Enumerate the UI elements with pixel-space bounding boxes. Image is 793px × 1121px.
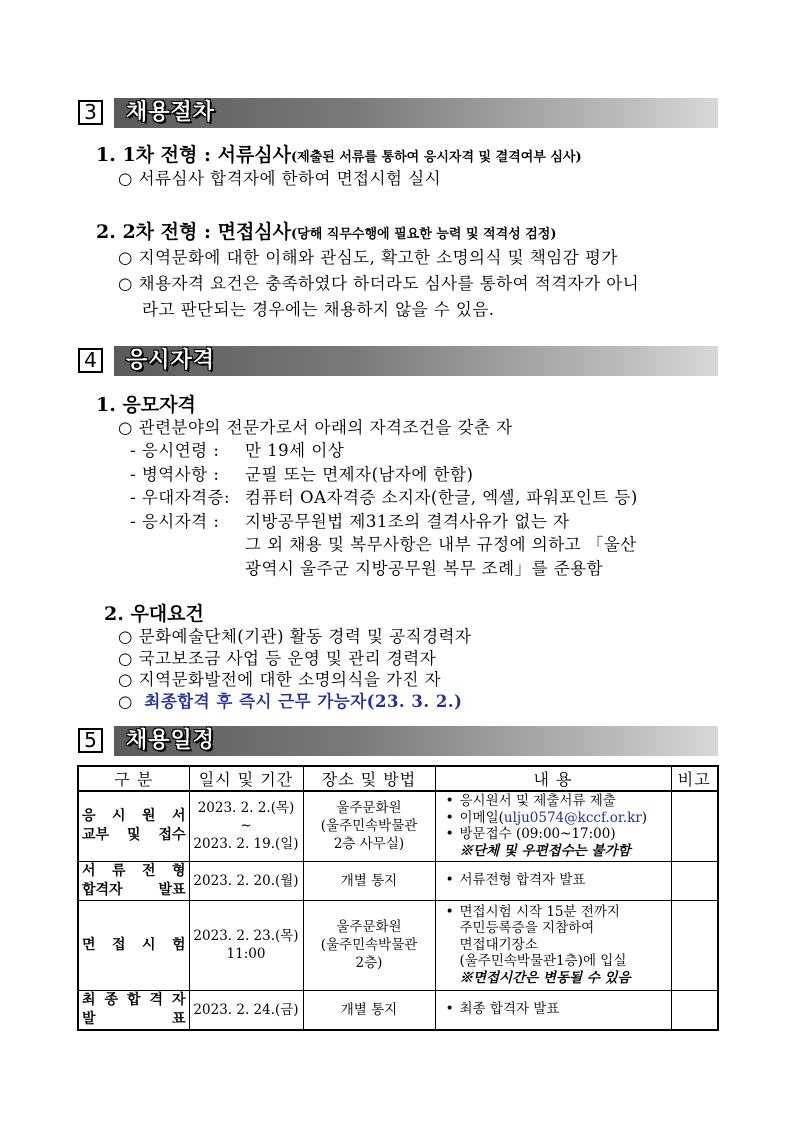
col-header: 구 분: [78, 766, 189, 791]
email-link[interactable]: ulju0574@kccf.or.kr: [503, 809, 642, 826]
qual-extra: 광역시 울주군 지방공무원 복무 조례」를 준용함: [245, 559, 604, 578]
qualification-heading: 1. 응모자격: [96, 394, 196, 416]
round2-item: ○ 채용자격 요건은 충족하였다 하더라도 심사를 통하여 적격자가 아니: [118, 274, 640, 293]
qual-label: - 응시연령 :: [130, 441, 220, 460]
section-title: 응시자격: [126, 348, 216, 373]
row-label: 최 종 합 격 자 발 표: [78, 990, 189, 1030]
row-remark: [671, 990, 718, 1030]
round2-heading: 2. 2차 전형 : 면접심사(당해 직무수행에 필요한 능력 및 적격성 검정): [96, 221, 557, 243]
table-header-row: [78, 766, 718, 791]
row-content: • 서류전형 합격자 발표: [435, 861, 671, 900]
row-note: ※면접시간은 변동될 수 있음: [459, 969, 631, 986]
preference-item: ○ 국고보조금 사업 등 운영 및 관리 경력자: [118, 649, 437, 668]
preference-item: ○ 문화예술단체(기관) 활동 경력 및 공직경력자: [118, 627, 472, 646]
qual-value: 지방공무원법 제31조의 결격사유가 없는 자: [245, 512, 570, 531]
table-row: [78, 900, 718, 990]
section-5-header: [78, 726, 718, 756]
preference-heading: 2. 우대요건: [104, 603, 204, 625]
row-place: 울주문화원 (울주민속박물관 2층): [303, 900, 435, 990]
row-label: 서 류 전 형 합격자 발표: [78, 861, 189, 900]
preference-item: ○ 지역문화발전에 대한 소명의식을 가진 자: [118, 670, 442, 689]
row-label: 면 접 시 험: [78, 900, 189, 990]
row-remark: [671, 861, 718, 900]
col-header: 장소 및 방법: [303, 766, 435, 791]
row-label: 응 시 원 서 교부 및 접수: [78, 791, 189, 861]
row-content: • 최종 합격자 발표: [435, 990, 671, 1030]
row-note: ※단체 및 우편접수는 불가함: [459, 842, 631, 859]
row-date: 2023. 2. 2.(목) ~ 2023. 2. 19.(일): [189, 791, 303, 861]
qual-extra: 그 외 채용 및 복무사항은 내부 규정에 의하고 「울산: [245, 535, 637, 554]
col-header: 비고: [671, 766, 718, 791]
col-header: 일시 및 기간: [189, 766, 303, 791]
qualification-intro: ○ 관련분야의 전문가로서 아래의 자격조건을 갖춘 자: [118, 418, 513, 437]
row-place: 울주문화원 (울주민속박물관 2층 사무실): [303, 791, 435, 861]
round1-heading: 1. 1차 전형 : 서류심사(제출된 서류를 통하여 응시자격 및 결격여부 심사): [96, 144, 582, 166]
schedule-table: [77, 765, 719, 1031]
qual-label: - 병역사항 :: [130, 465, 220, 484]
round2-item: ○ 지역문화에 대한 이해와 관심도, 확고한 소명의식 및 책임감 평가: [118, 248, 618, 267]
qual-value: 컴퓨터 OA자격증 소지자(한글, 엑셀, 파워포인트 등): [245, 488, 638, 507]
section-number-box: 5: [78, 728, 103, 753]
section-3-header: [78, 98, 718, 128]
col-header: 내 용: [435, 766, 671, 791]
qual-label: - 우대자격증:: [130, 488, 231, 507]
row-place: 개별 통지: [303, 990, 435, 1030]
row-remark: [671, 900, 718, 990]
row-date: 2023. 2. 20.(월): [189, 861, 303, 900]
qual-value: 만 19세 이상: [245, 441, 345, 460]
row-date: 2023. 2. 23.(목) 11:00: [189, 900, 303, 990]
row-content: • 면접시험 시작 15분 전까지 주민등록증을 지참하여 면접대기장소 (울주민속박물관1층)에 입실 ※면접시간은 변동될 수 있음: [435, 900, 671, 990]
row-content: • 응시원서 및 제출서류 제출 • 이메일(ulju0574@kccf.or.kr) • 방문접수 (09:00~17:00) ※단체 및 우편접수는 불가함: [435, 791, 671, 861]
section-4-header: [78, 346, 718, 376]
round1-item: ○ 서류심사 합격자에 한하여 면접시험 실시: [118, 169, 442, 188]
row-date: 2023. 2. 24.(금): [189, 990, 303, 1030]
table-row: [78, 861, 718, 900]
table-row: [78, 990, 718, 1030]
round2-item-cont: 라고 판단되는 경우에는 채용하지 않을 수 있음.: [142, 300, 495, 319]
section-number-box: 4: [78, 348, 103, 373]
section-number-box: 3: [78, 100, 103, 125]
qual-value: 군필 또는 면제자(남자에 한함): [245, 465, 474, 484]
row-place: 개별 통지: [303, 861, 435, 900]
section-title: 채용일정: [126, 728, 216, 753]
section-title: 채용절차: [126, 100, 216, 125]
preference-item-highlight: ○ 최종합격 후 즉시 근무 가능자(23. 3. 2.): [118, 692, 463, 711]
row-remark: [671, 791, 718, 861]
table-row: [78, 791, 718, 861]
qual-label: - 응시자격 :: [130, 512, 220, 531]
